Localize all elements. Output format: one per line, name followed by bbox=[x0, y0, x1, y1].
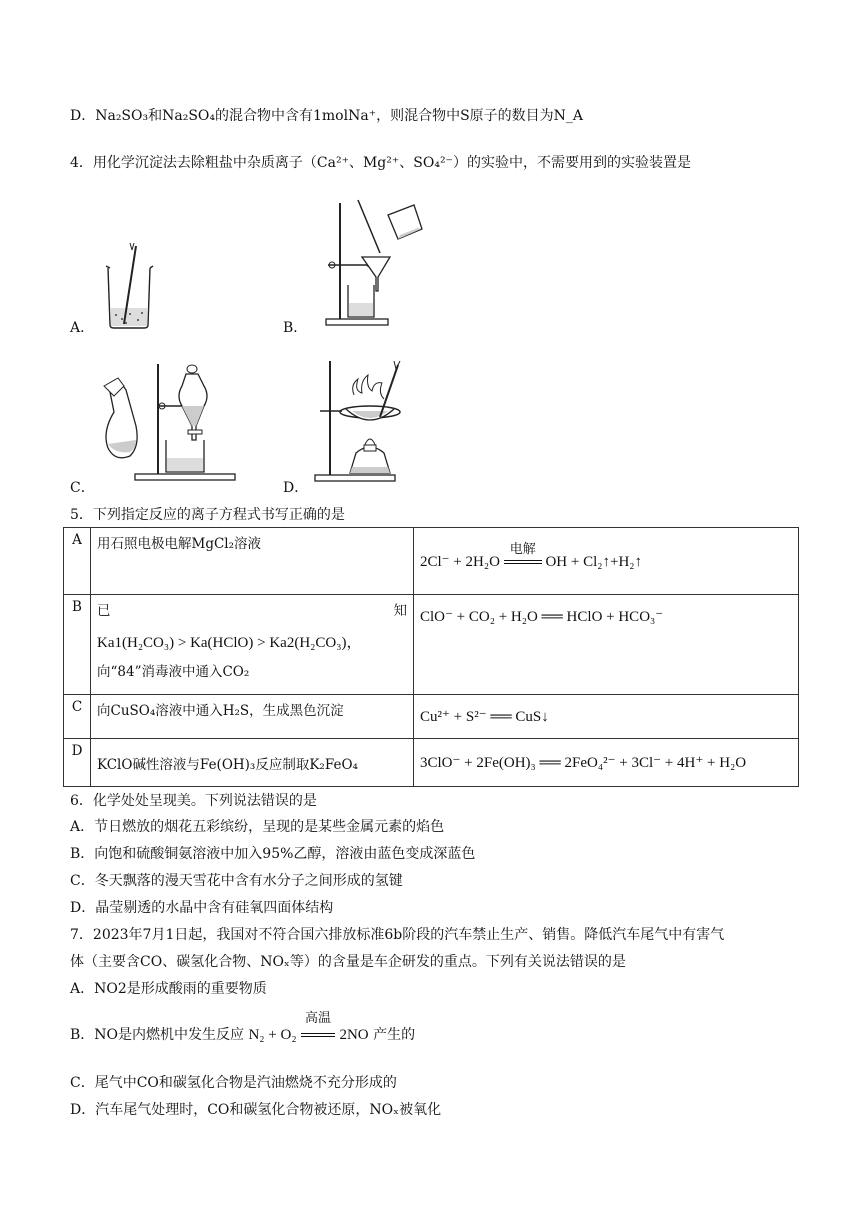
desc-condition: 向“84”消毒液中通入CO₂ bbox=[97, 664, 250, 680]
q7-stem-line2: 体（主要含CO、碳氢化合物、NOₓ等）的含量是车企研发的重点。下列有关说法错误的是 bbox=[70, 954, 626, 970]
condition-label: 高温 bbox=[305, 1011, 332, 1026]
row-description: 用石照电极电解MgCl₂溶液 bbox=[91, 528, 414, 595]
q7-stem-line1: 7．2023年7月1日起，我国对不符合国六排放标准6b阶段的汽车禁止生产、销售。降低汽车尾气中有害气 bbox=[70, 927, 725, 943]
equation-right: OH + Cl₂↑+H₂↑ bbox=[545, 553, 643, 570]
q5-row-c bbox=[64, 695, 799, 739]
q4-opt-a: A． bbox=[70, 320, 95, 336]
q6-option-c: C．冬天飘落的漫天雪花中含有水分子之间形成的氢键 bbox=[70, 873, 403, 889]
desc-part: 知 bbox=[393, 603, 407, 619]
equation-left: 2Cl⁻ + 2H₂O bbox=[420, 553, 500, 570]
row-description: KClO碱性溶液与Fe(OH)₃反应制取K₂FeO₄ bbox=[91, 739, 414, 787]
q3-option-d: D．Na₂SO₃和Na₂SO₄的混合物中含有1molNa⁺，则混合物中S原子的数目为N_A bbox=[70, 108, 584, 124]
q5-row-d bbox=[64, 739, 799, 787]
q6-option-d: D．晶莹剔透的水晶中含有硅氧四面体结构 bbox=[70, 900, 334, 916]
row-equation: 3ClO⁻ + 2Fe(OH)₃ ══ 2FeO₄²⁻ + 3Cl⁻ + 4H⁺ + H₂O bbox=[414, 739, 799, 787]
option-b-post: 产生的 bbox=[373, 1027, 416, 1043]
row-key: C bbox=[64, 695, 91, 739]
filtration-figure bbox=[318, 195, 428, 330]
desc-part: 已 bbox=[97, 603, 111, 619]
q4-opt-c: C． bbox=[70, 480, 95, 496]
separatory-funnel-figure bbox=[100, 356, 240, 494]
q4-opt-b: B． bbox=[283, 320, 308, 336]
q5-stem: 5．下列指定反应的离子方程式书写正确的是 bbox=[70, 507, 345, 523]
q5-equation-table bbox=[63, 527, 799, 787]
equation-left: N₂ + O₂ bbox=[248, 1027, 297, 1043]
desc-ka-relation: Ka1(H₂CO₃) > Ka(HClO) > Ka2(H₂CO₃)， bbox=[97, 635, 362, 651]
row-description: 向CuSO₄溶液中通入H₂S，生成黑色沉淀 bbox=[91, 695, 414, 739]
condition-arrow bbox=[301, 1011, 335, 1045]
evaporation-figure bbox=[310, 355, 425, 493]
row-equation: ClO⁻ + CO₂ + H₂O ══ HClO + HCO₃⁻ bbox=[414, 595, 799, 695]
condition-label: 电解 bbox=[509, 540, 536, 556]
row-description bbox=[91, 595, 414, 695]
beaker-stirring-figure bbox=[100, 240, 160, 335]
q5-row-b bbox=[64, 595, 799, 695]
q7-option-b bbox=[70, 1011, 416, 1045]
q6-option-a: A．节日燃放的烟花五彩缤纷，呈现的是某些金属元素的焰色 bbox=[70, 819, 445, 835]
row-equation bbox=[414, 528, 799, 595]
q6-stem: 6．化学处处呈现美。下列说法错误的是 bbox=[70, 793, 317, 809]
condition-arrow bbox=[504, 540, 542, 571]
row-key: B bbox=[64, 595, 91, 695]
row-key: A bbox=[64, 528, 91, 595]
q6-option-b: B．向饱和硫酸铜氨溶液中加入95%乙醇，溶液由蓝色变成深蓝色 bbox=[70, 846, 476, 862]
q7-option-c: C．尾气中CO和碳氢化合物是汽油燃烧不充分形成的 bbox=[70, 1075, 397, 1091]
option-b-pre: B．NO是内燃机中发生反应 bbox=[70, 1027, 245, 1043]
q7-option-d: D．汽车尾气处理时，CO和碳氢化合物被还原，NOₓ被氧化 bbox=[70, 1102, 442, 1118]
row-equation: Cu²⁺ + S²⁻ ══ CuS↓ bbox=[414, 695, 799, 739]
q4-stem: 4．用化学沉淀法去除粗盐中杂质离子（Ca²⁺、Mg²⁺、SO₄²⁻）的实验中，不需要用到的实验装置是 bbox=[70, 155, 691, 171]
q4-opt-d: D． bbox=[283, 480, 309, 496]
equation-right: 2NO bbox=[339, 1027, 369, 1043]
row-key: D bbox=[64, 739, 91, 787]
q7-option-a: A．NO2是形成酸雨的重要物质 bbox=[70, 981, 267, 997]
q5-row-a bbox=[64, 528, 799, 595]
